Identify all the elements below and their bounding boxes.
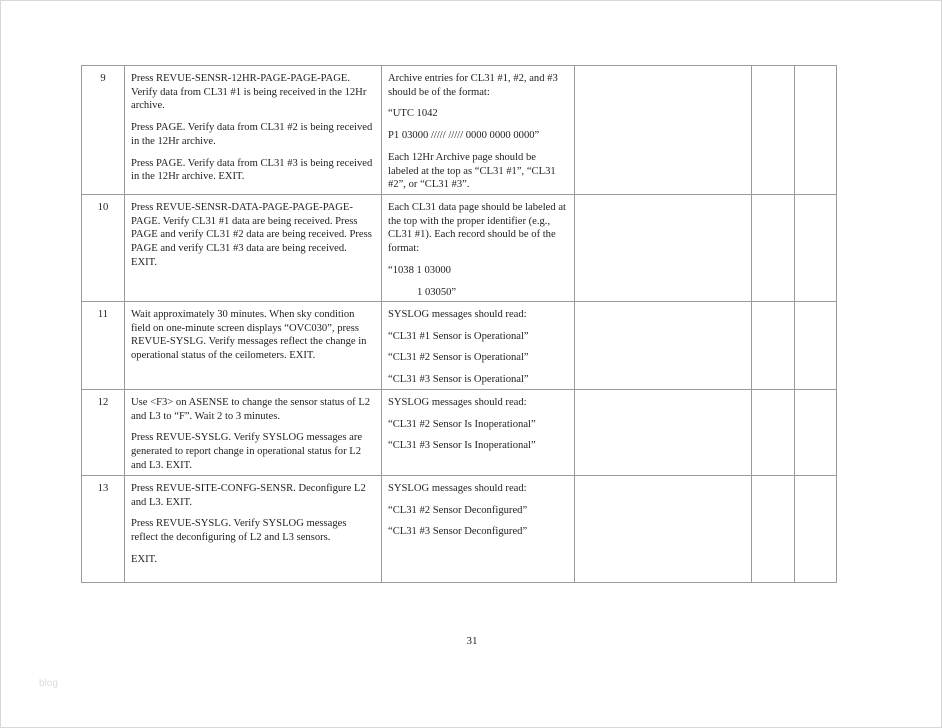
page-number: 31 [466, 635, 478, 647]
test-procedure-table [81, 65, 837, 583]
pass-cell [752, 302, 795, 390]
expected-text: Each 12Hr Archive page should be labeled at the top as “CL31 #1”, “CL31 #2”, or “CL31 #3”. [388, 151, 556, 191]
expected-text: 1 03050” [417, 286, 457, 298]
action-cell [125, 390, 382, 476]
observed-result-cell [575, 390, 752, 476]
action-cell [125, 302, 382, 390]
fail-cell [795, 302, 837, 390]
expected-text: “CL31 #3 Sensor Is Inoperational” [388, 440, 536, 452]
observed-result-cell [575, 195, 752, 302]
expected-text: “1038 1 03000 [388, 264, 451, 276]
observed-result-cell [575, 66, 752, 195]
watermark: blog [39, 678, 58, 689]
expected-text: “UTC 1042 [388, 108, 438, 120]
expected-text: SYSLOG messages should read: [388, 309, 527, 320]
expected-result-cell [382, 302, 575, 390]
observed-result-cell [575, 476, 752, 583]
expected-text: “CL31 #1 Sensor is Operational” [388, 330, 529, 342]
expected-text: “CL31 #2 Sensor Deconfigured” [388, 504, 528, 516]
expected-result-cell [382, 66, 575, 195]
expected-text: “CL31 #2 Sensor Is Inoperational” [388, 418, 536, 430]
expected-text: “CL31 #3 Sensor Deconfigured” [388, 526, 528, 538]
action-text: Press PAGE. Verify data from CL31 #3 is being received in the 12Hr archive. EXIT. [131, 157, 373, 183]
expected-result-cell [382, 390, 575, 476]
fail-cell [795, 476, 837, 583]
action-text: Use <F3> on ASENSE to change the sensor status of L2 and L3 to “F”. Wait 2 to 3 minutes. [131, 397, 371, 422]
action-text: Press REVUE-SENSR-12HR-PAGE-PAGE-PAGE. Verify data from CL31 #1 is being received in the 12Hr archive. [131, 73, 367, 112]
pass-cell [752, 195, 795, 302]
step-number-cell [82, 195, 125, 302]
step-number: 10 [97, 202, 109, 213]
action-text: Wait approximately 30 minutes. When sky condition field on one-minute screen displays “OVC030”, press REVUE-SYSLG. Verify messages reflect the change in operational status of the ceilometers. EXIT. [131, 309, 367, 362]
action-text: Press REVUE-SITE-CONFG-SENSR. Deconfigure L2 and L3. EXIT. [131, 483, 366, 508]
table-row [82, 66, 837, 195]
fail-cell [795, 195, 837, 302]
step-number: 11 [97, 309, 109, 320]
expected-text: SYSLOG messages should read: [388, 483, 527, 494]
step-number: 13 [97, 483, 109, 494]
step-number-cell [82, 476, 125, 583]
action-text: Press REVUE-SENSR-DATA-PAGE-PAGE-PAGE-PAGE. Verify CL31 #1 data are being received. Press PAGE and verify CL31 #2 data are being received. Press PAGE and verify CL31 #3 data are being received. EXIT. [131, 202, 372, 268]
action-text: Press REVUE-SYSLG. Verify SYSLOG messages are generated to report change in operational status for L2 and L3. EXIT. [131, 432, 363, 471]
pass-cell [752, 476, 795, 583]
expected-text: P1 03000 ///// ///// 0000 0000 0000” [388, 130, 540, 142]
step-number-cell [82, 302, 125, 390]
table-row [82, 195, 837, 302]
expected-result-cell [382, 195, 575, 302]
action-text: EXIT. [131, 553, 157, 565]
step-number: 9 [100, 73, 106, 84]
observed-result-cell [575, 302, 752, 390]
expected-text: Each CL31 data page should be labeled at the top with the proper identifier (e.g., CL31 #1). Each record should be of the format: [388, 202, 566, 255]
fail-cell [795, 66, 837, 195]
expected-text: “CL31 #3 Sensor is Operational” [388, 374, 529, 386]
action-cell [125, 476, 382, 583]
expected-result-cell [382, 476, 575, 583]
action-cell [125, 66, 382, 195]
action-cell [125, 195, 382, 302]
action-text: Press PAGE. Verify data from CL31 #2 is being received in the 12Hr archive. [131, 122, 373, 147]
fail-cell [795, 390, 837, 476]
table-row [82, 476, 837, 583]
step-number: 12 [97, 397, 109, 408]
table-row [82, 390, 837, 476]
step-number-cell [82, 66, 125, 195]
pass-cell [752, 390, 795, 476]
pass-cell [752, 66, 795, 195]
table-row [82, 302, 837, 390]
expected-text: Archive entries for CL31 #1, #2, and #3 should be of the format: [388, 73, 558, 98]
step-number-cell [82, 390, 125, 476]
expected-text: SYSLOG messages should read: [388, 397, 527, 408]
action-text: Press REVUE-SYSLG. Verify SYSLOG messages reflect the deconfiguring of L2 and L3 sensors. [131, 518, 347, 544]
expected-text: “CL31 #2 Sensor is Operational” [388, 352, 529, 364]
